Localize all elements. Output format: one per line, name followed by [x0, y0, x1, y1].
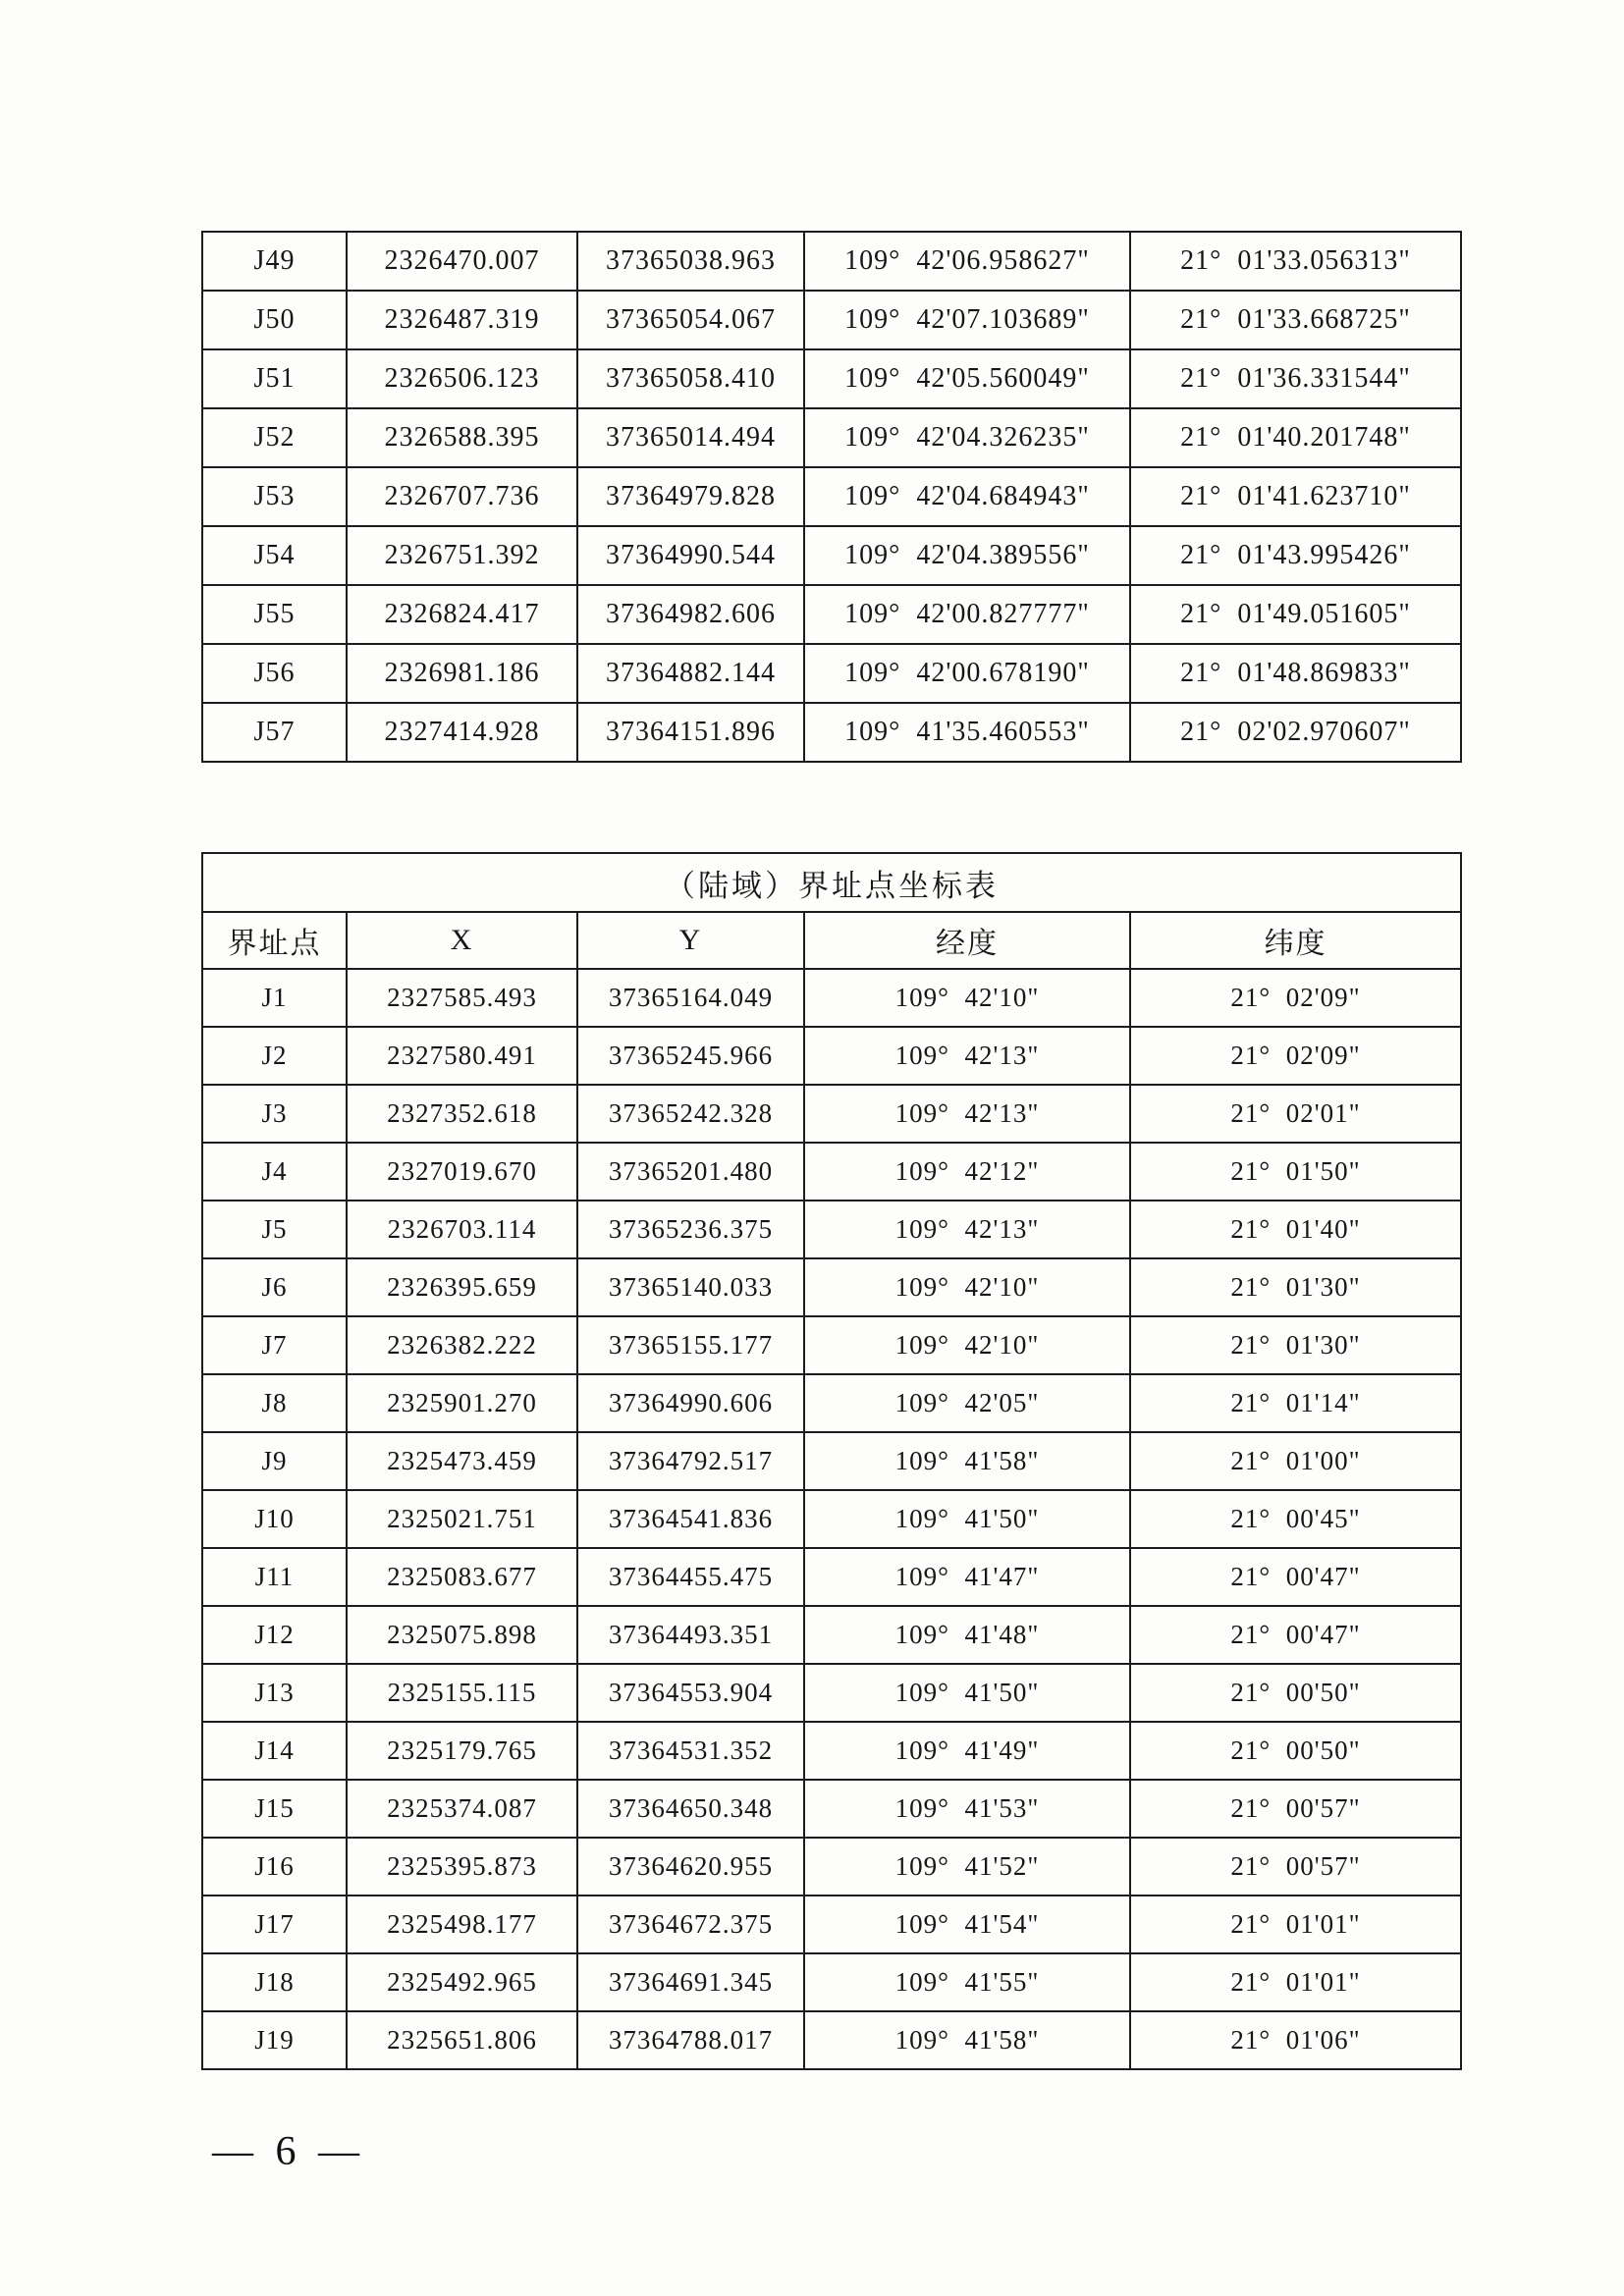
table-cell: 37364620.955 — [577, 1838, 804, 1896]
table-cell: 37364672.375 — [577, 1896, 804, 1953]
table-cell: 109° 42'06.958627" — [804, 232, 1130, 291]
table-row — [202, 1201, 1461, 1258]
page-number: — 6 — — [212, 2129, 361, 2174]
table-row — [202, 1027, 1461, 1085]
table-cell: 109° 41'52" — [804, 1838, 1130, 1896]
table-cell: 2326824.417 — [347, 585, 577, 644]
table-row — [202, 1258, 1461, 1316]
table-row — [202, 291, 1461, 349]
table-cell: 21° 01'41.623710" — [1130, 467, 1461, 526]
table-cell: 2325083.677 — [347, 1548, 577, 1606]
table-cell: 21° 01'40" — [1130, 1201, 1461, 1258]
table-cell: 21° 01'50" — [1130, 1143, 1461, 1201]
table-cell: 21° 00'47" — [1130, 1606, 1461, 1664]
table-cell: J11 — [202, 1548, 347, 1606]
table-cell: 21° 00'47" — [1130, 1548, 1461, 1606]
table-cell: 2326588.395 — [347, 408, 577, 467]
table-cell: 37364979.828 — [577, 467, 804, 526]
table-cell: 2325492.965 — [347, 1953, 577, 2011]
table-cell: 21° 01'43.995426" — [1130, 526, 1461, 585]
table-cell: 21° 01'33.056313" — [1130, 232, 1461, 291]
table-cell: 37364691.345 — [577, 1953, 804, 2011]
table-cell: 109° 41'50" — [804, 1664, 1130, 1722]
table-row — [202, 1722, 1461, 1780]
table-cell: 37364990.606 — [577, 1374, 804, 1432]
table-row — [202, 703, 1461, 762]
table-cell: 2326506.123 — [347, 349, 577, 408]
table-row — [202, 1432, 1461, 1490]
table-cell: 2326751.392 — [347, 526, 577, 585]
table-row — [202, 232, 1461, 291]
table-cell: 21° 00'50" — [1130, 1722, 1461, 1780]
table-cell: 21° 02'09" — [1130, 969, 1461, 1027]
table-cell: 21° 01'01" — [1130, 1953, 1461, 2011]
table-row — [202, 467, 1461, 526]
table-cell: 109° 41'49" — [804, 1722, 1130, 1780]
table-cell: 21° 01'40.201748" — [1130, 408, 1461, 467]
table-cell: 37364541.836 — [577, 1490, 804, 1548]
table-cell: 37364151.896 — [577, 703, 804, 762]
table-row — [202, 585, 1461, 644]
table-cell: 109° 42'04.389556" — [804, 526, 1130, 585]
table-row — [202, 408, 1461, 467]
table-row — [202, 1548, 1461, 1606]
table-cell: 21° 01'30" — [1130, 1258, 1461, 1316]
table-title-row — [202, 853, 1461, 912]
table-cell: J7 — [202, 1316, 347, 1374]
table-cell: 2325395.873 — [347, 1838, 577, 1896]
table-cell: 2327019.670 — [347, 1143, 577, 1201]
table-cell: J8 — [202, 1374, 347, 1432]
table-cell: 21° 02'09" — [1130, 1027, 1461, 1085]
table-cell: 21° 01'14" — [1130, 1374, 1461, 1432]
table-cell: 37364650.348 — [577, 1780, 804, 1838]
table-cell: 2327352.618 — [347, 1085, 577, 1143]
table-cell: 109° 42'04.326235" — [804, 408, 1130, 467]
table-cell: J1 — [202, 969, 347, 1027]
table-cell: J54 — [202, 526, 347, 585]
table-cell: 37365014.494 — [577, 408, 804, 467]
table-cell: 2325473.459 — [347, 1432, 577, 1490]
table-cell: J51 — [202, 349, 347, 408]
table-cell: 109° 42'10" — [804, 1316, 1130, 1374]
table-cell: J18 — [202, 1953, 347, 2011]
table-cell: 37364531.352 — [577, 1722, 804, 1780]
table-cell: 21° 01'00" — [1130, 1432, 1461, 1490]
table-cell: 37365242.328 — [577, 1085, 804, 1143]
table-cell: 109° 42'13" — [804, 1027, 1130, 1085]
table-row — [202, 1896, 1461, 1953]
table-cell: 109° 42'10" — [804, 1258, 1130, 1316]
table-cell: 2327414.928 — [347, 703, 577, 762]
table-row — [202, 969, 1461, 1027]
table-row — [202, 1374, 1461, 1432]
table-cell: 109° 42'05" — [804, 1374, 1130, 1432]
table-row — [202, 349, 1461, 408]
table-cell: 37365054.067 — [577, 291, 804, 349]
table-cell: 21° 00'57" — [1130, 1838, 1461, 1896]
table-row — [202, 2011, 1461, 2069]
table-cell: J13 — [202, 1664, 347, 1722]
table-row — [202, 644, 1461, 703]
table-cell: 21° 00'50" — [1130, 1664, 1461, 1722]
table-cell: J17 — [202, 1896, 347, 1953]
table-cell: 2326707.736 — [347, 467, 577, 526]
table-row — [202, 1664, 1461, 1722]
table-cell: 109° 41'55" — [804, 1953, 1130, 2011]
table-cell: 21° 01'01" — [1130, 1896, 1461, 1953]
table-cell: J2 — [202, 1027, 347, 1085]
table-cell: 37365140.033 — [577, 1258, 804, 1316]
table-cell: 37365245.966 — [577, 1027, 804, 1085]
table-cell: 37365201.480 — [577, 1143, 804, 1201]
table-cell: 21° 00'45" — [1130, 1490, 1461, 1548]
table-cell: J3 — [202, 1085, 347, 1143]
table-cell: 109° 41'58" — [804, 2011, 1130, 2069]
table-cell: 21° 01'48.869833" — [1130, 644, 1461, 703]
land-boundary-coordinate-table — [201, 852, 1462, 2070]
table-cell: 2326470.007 — [347, 232, 577, 291]
table-cell: 109° 42'12" — [804, 1143, 1130, 1201]
table-header-row — [202, 912, 1461, 969]
table-cell: 37364493.351 — [577, 1606, 804, 1664]
table-cell: 2327580.491 — [347, 1027, 577, 1085]
table-cell: 109° 42'10" — [804, 969, 1130, 1027]
table-cell: 109° 42'04.684943" — [804, 467, 1130, 526]
table-row — [202, 526, 1461, 585]
table-cell: 109° 42'13" — [804, 1201, 1130, 1258]
table-cell: 109° 42'00.827777" — [804, 585, 1130, 644]
table-cell: 109° 41'54" — [804, 1896, 1130, 1953]
table-cell: J16 — [202, 1838, 347, 1896]
table-row — [202, 1490, 1461, 1548]
table-row — [202, 1838, 1461, 1896]
table-cell: J49 — [202, 232, 347, 291]
column-header-x: X — [347, 912, 577, 969]
table-cell: 21° 01'33.668725" — [1130, 291, 1461, 349]
table-cell: 109° 42'00.678190" — [804, 644, 1130, 703]
table-cell: 2325075.898 — [347, 1606, 577, 1664]
table-cell: 2326487.319 — [347, 291, 577, 349]
table-cell: 37364455.475 — [577, 1548, 804, 1606]
table-row — [202, 1143, 1461, 1201]
table-cell: J4 — [202, 1143, 347, 1201]
table-cell: 2325179.765 — [347, 1722, 577, 1780]
table-cell: 21° 01'49.051605" — [1130, 585, 1461, 644]
table-cell: J57 — [202, 703, 347, 762]
table-cell: 109° 42'07.103689" — [804, 291, 1130, 349]
table-cell: 109° 42'05.560049" — [804, 349, 1130, 408]
table-cell: J53 — [202, 467, 347, 526]
table-cell: 21° 02'01" — [1130, 1085, 1461, 1143]
table-cell: J52 — [202, 408, 347, 467]
table-cell: 21° 00'57" — [1130, 1780, 1461, 1838]
table-cell: 2325021.751 — [347, 1490, 577, 1548]
table-cell: 2325651.806 — [347, 2011, 577, 2069]
table-cell: 109° 41'50" — [804, 1490, 1130, 1548]
table-cell: 109° 41'35.460553" — [804, 703, 1130, 762]
table-cell: 2325498.177 — [347, 1896, 577, 1953]
table-title: （陆域）界址点坐标表 — [202, 853, 1461, 912]
table-cell: 2327585.493 — [347, 969, 577, 1027]
table-row — [202, 1780, 1461, 1838]
column-header-y: Y — [577, 912, 804, 969]
table-cell: 37365038.963 — [577, 232, 804, 291]
table-cell: 37364788.017 — [577, 2011, 804, 2069]
table-cell: 2326981.186 — [347, 644, 577, 703]
table-cell: J55 — [202, 585, 347, 644]
table-row — [202, 1085, 1461, 1143]
table-cell: 109° 42'13" — [804, 1085, 1130, 1143]
table-cell: 21° 02'02.970607" — [1130, 703, 1461, 762]
table-cell: J19 — [202, 2011, 347, 2069]
table-row — [202, 1316, 1461, 1374]
table-cell: 21° 01'30" — [1130, 1316, 1461, 1374]
table-cell: 2326382.222 — [347, 1316, 577, 1374]
table-cell: J56 — [202, 644, 347, 703]
table-cell: J10 — [202, 1490, 347, 1548]
table-cell: J50 — [202, 291, 347, 349]
table-row — [202, 1953, 1461, 2011]
table-cell: 109° 41'47" — [804, 1548, 1130, 1606]
table-cell: 2325374.087 — [347, 1780, 577, 1838]
table-cell: J6 — [202, 1258, 347, 1316]
table-cell: 21° 01'36.331544" — [1130, 349, 1461, 408]
column-header-longitude: 经度 — [804, 912, 1130, 969]
table-cell: 2326395.659 — [347, 1258, 577, 1316]
table-cell: 37365058.410 — [577, 349, 804, 408]
table-row — [202, 1606, 1461, 1664]
table-cell: J9 — [202, 1432, 347, 1490]
table-cell: 109° 41'58" — [804, 1432, 1130, 1490]
table-cell: J12 — [202, 1606, 347, 1664]
table-cell: 21° 01'06" — [1130, 2011, 1461, 2069]
table-cell: 109° 41'53" — [804, 1780, 1130, 1838]
table-cell: 37365236.375 — [577, 1201, 804, 1258]
table-cell: J5 — [202, 1201, 347, 1258]
table-cell: 37364990.544 — [577, 526, 804, 585]
table-cell: J15 — [202, 1780, 347, 1838]
table-cell: J14 — [202, 1722, 347, 1780]
table-cell: 2325901.270 — [347, 1374, 577, 1432]
table-cell: 37365164.049 — [577, 969, 804, 1027]
table-cell: 37365155.177 — [577, 1316, 804, 1374]
table-cell: 37364553.904 — [577, 1664, 804, 1722]
table-cell: 2325155.115 — [347, 1664, 577, 1722]
upper-coordinate-table — [201, 231, 1462, 763]
column-header-latitude: 纬度 — [1130, 912, 1461, 969]
table-cell: 2326703.114 — [347, 1201, 577, 1258]
column-header-boundary-point: 界址点 — [202, 912, 347, 969]
table-cell: 37364792.517 — [577, 1432, 804, 1490]
table-cell: 37364882.144 — [577, 644, 804, 703]
table-cell: 37364982.606 — [577, 585, 804, 644]
table-cell: 109° 41'48" — [804, 1606, 1130, 1664]
